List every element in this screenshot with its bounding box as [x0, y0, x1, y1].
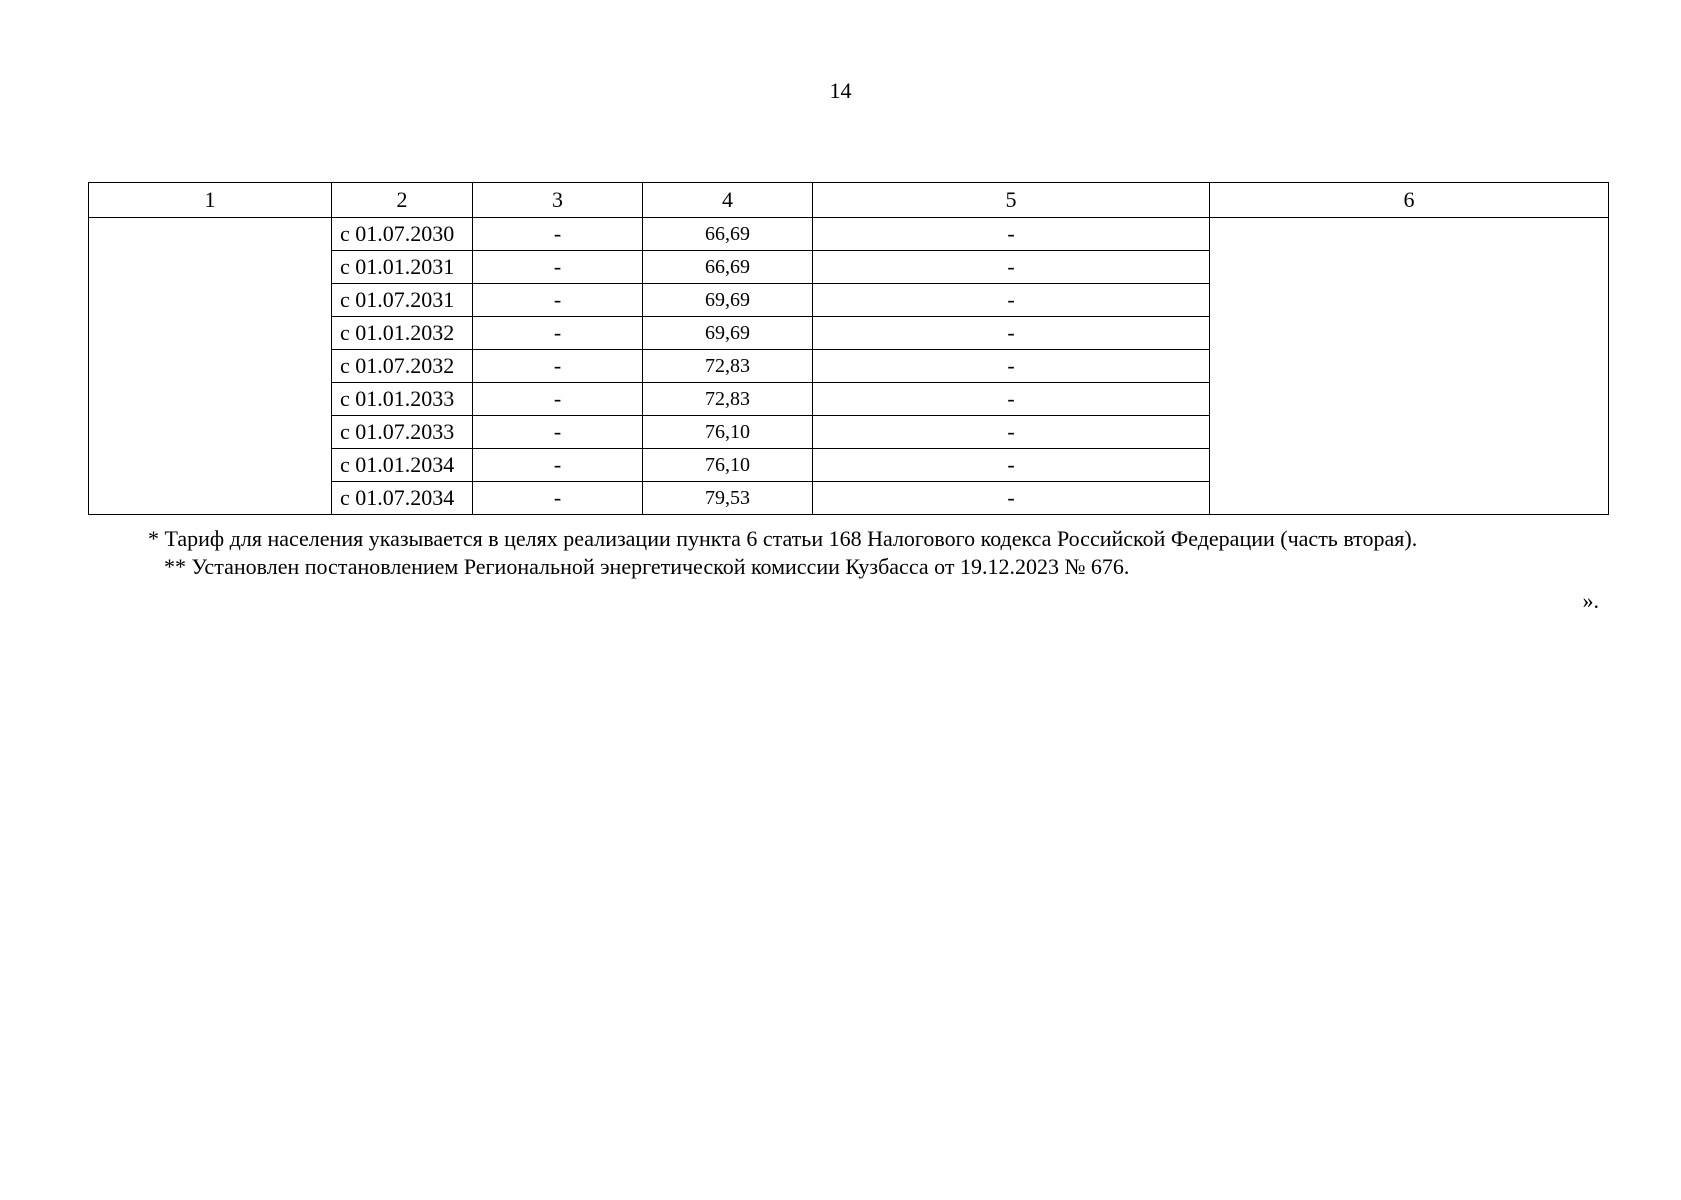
row-col4: 76,10 [643, 416, 813, 449]
row-col3: - [473, 482, 643, 515]
row-col5: - [813, 218, 1210, 251]
row-col5: - [813, 482, 1210, 515]
closing-quote-mark: ». [1582, 588, 1599, 613]
row-col4: 72,83 [643, 383, 813, 416]
page-number: 14 [829, 78, 852, 103]
row-col4: 66,69 [643, 218, 813, 251]
row-date: с 01.01.2033 [332, 383, 473, 416]
row-col5: - [813, 383, 1210, 416]
row-col4: 79,53 [643, 482, 813, 515]
row-date: с 01.01.2031 [332, 251, 473, 284]
row-col3: - [473, 449, 643, 482]
row-col3: - [473, 416, 643, 449]
row-col5: - [813, 350, 1210, 383]
row-col5: - [813, 416, 1210, 449]
row-col3: - [473, 218, 643, 251]
row-col5: - [813, 449, 1210, 482]
row-col5: - [813, 284, 1210, 317]
row-date: с 01.07.2032 [332, 350, 473, 383]
row-date: с 01.07.2033 [332, 416, 473, 449]
row-col4: 76,10 [643, 449, 813, 482]
column-6-merged-cell [1210, 218, 1609, 515]
row-col4: 69,69 [643, 317, 813, 350]
table-header-row [89, 183, 1609, 218]
row-date: с 01.01.2034 [332, 449, 473, 482]
row-col5: - [813, 251, 1210, 284]
row-date: с 01.01.2032 [332, 317, 473, 350]
table-row [89, 218, 1609, 251]
row-col3: - [473, 350, 643, 383]
footnote-2: ** Установлен постановлением Региональной энергетической комиссии Кузбасса от 19.12.2023 № 676. [164, 554, 1130, 579]
row-col3: - [473, 383, 643, 416]
column-header-5: 5 [813, 183, 1210, 218]
row-date: с 01.07.2030 [332, 218, 473, 251]
row-col4: 66,69 [643, 251, 813, 284]
tariff-table [88, 182, 1609, 515]
column-header-4: 4 [643, 183, 813, 218]
footnotes [148, 525, 1608, 581]
row-col5: - [813, 317, 1210, 350]
column-header-2: 2 [332, 183, 473, 218]
row-col3: - [473, 317, 643, 350]
row-date: с 01.07.2034 [332, 482, 473, 515]
footnote-1: * Тариф для населения указывается в целях реализации пункта 6 статьи 168 Налогового кодекса Российской Федерации (часть вторая). [148, 526, 1418, 551]
column-header-6: 6 [1210, 183, 1609, 218]
column-header-3: 3 [473, 183, 643, 218]
row-col4: 72,83 [643, 350, 813, 383]
row-date: с 01.07.2031 [332, 284, 473, 317]
column-header-1: 1 [89, 183, 332, 218]
row-col4: 69,69 [643, 284, 813, 317]
row-col3: - [473, 251, 643, 284]
column-1-merged-cell [89, 218, 332, 515]
row-col3: - [473, 284, 643, 317]
